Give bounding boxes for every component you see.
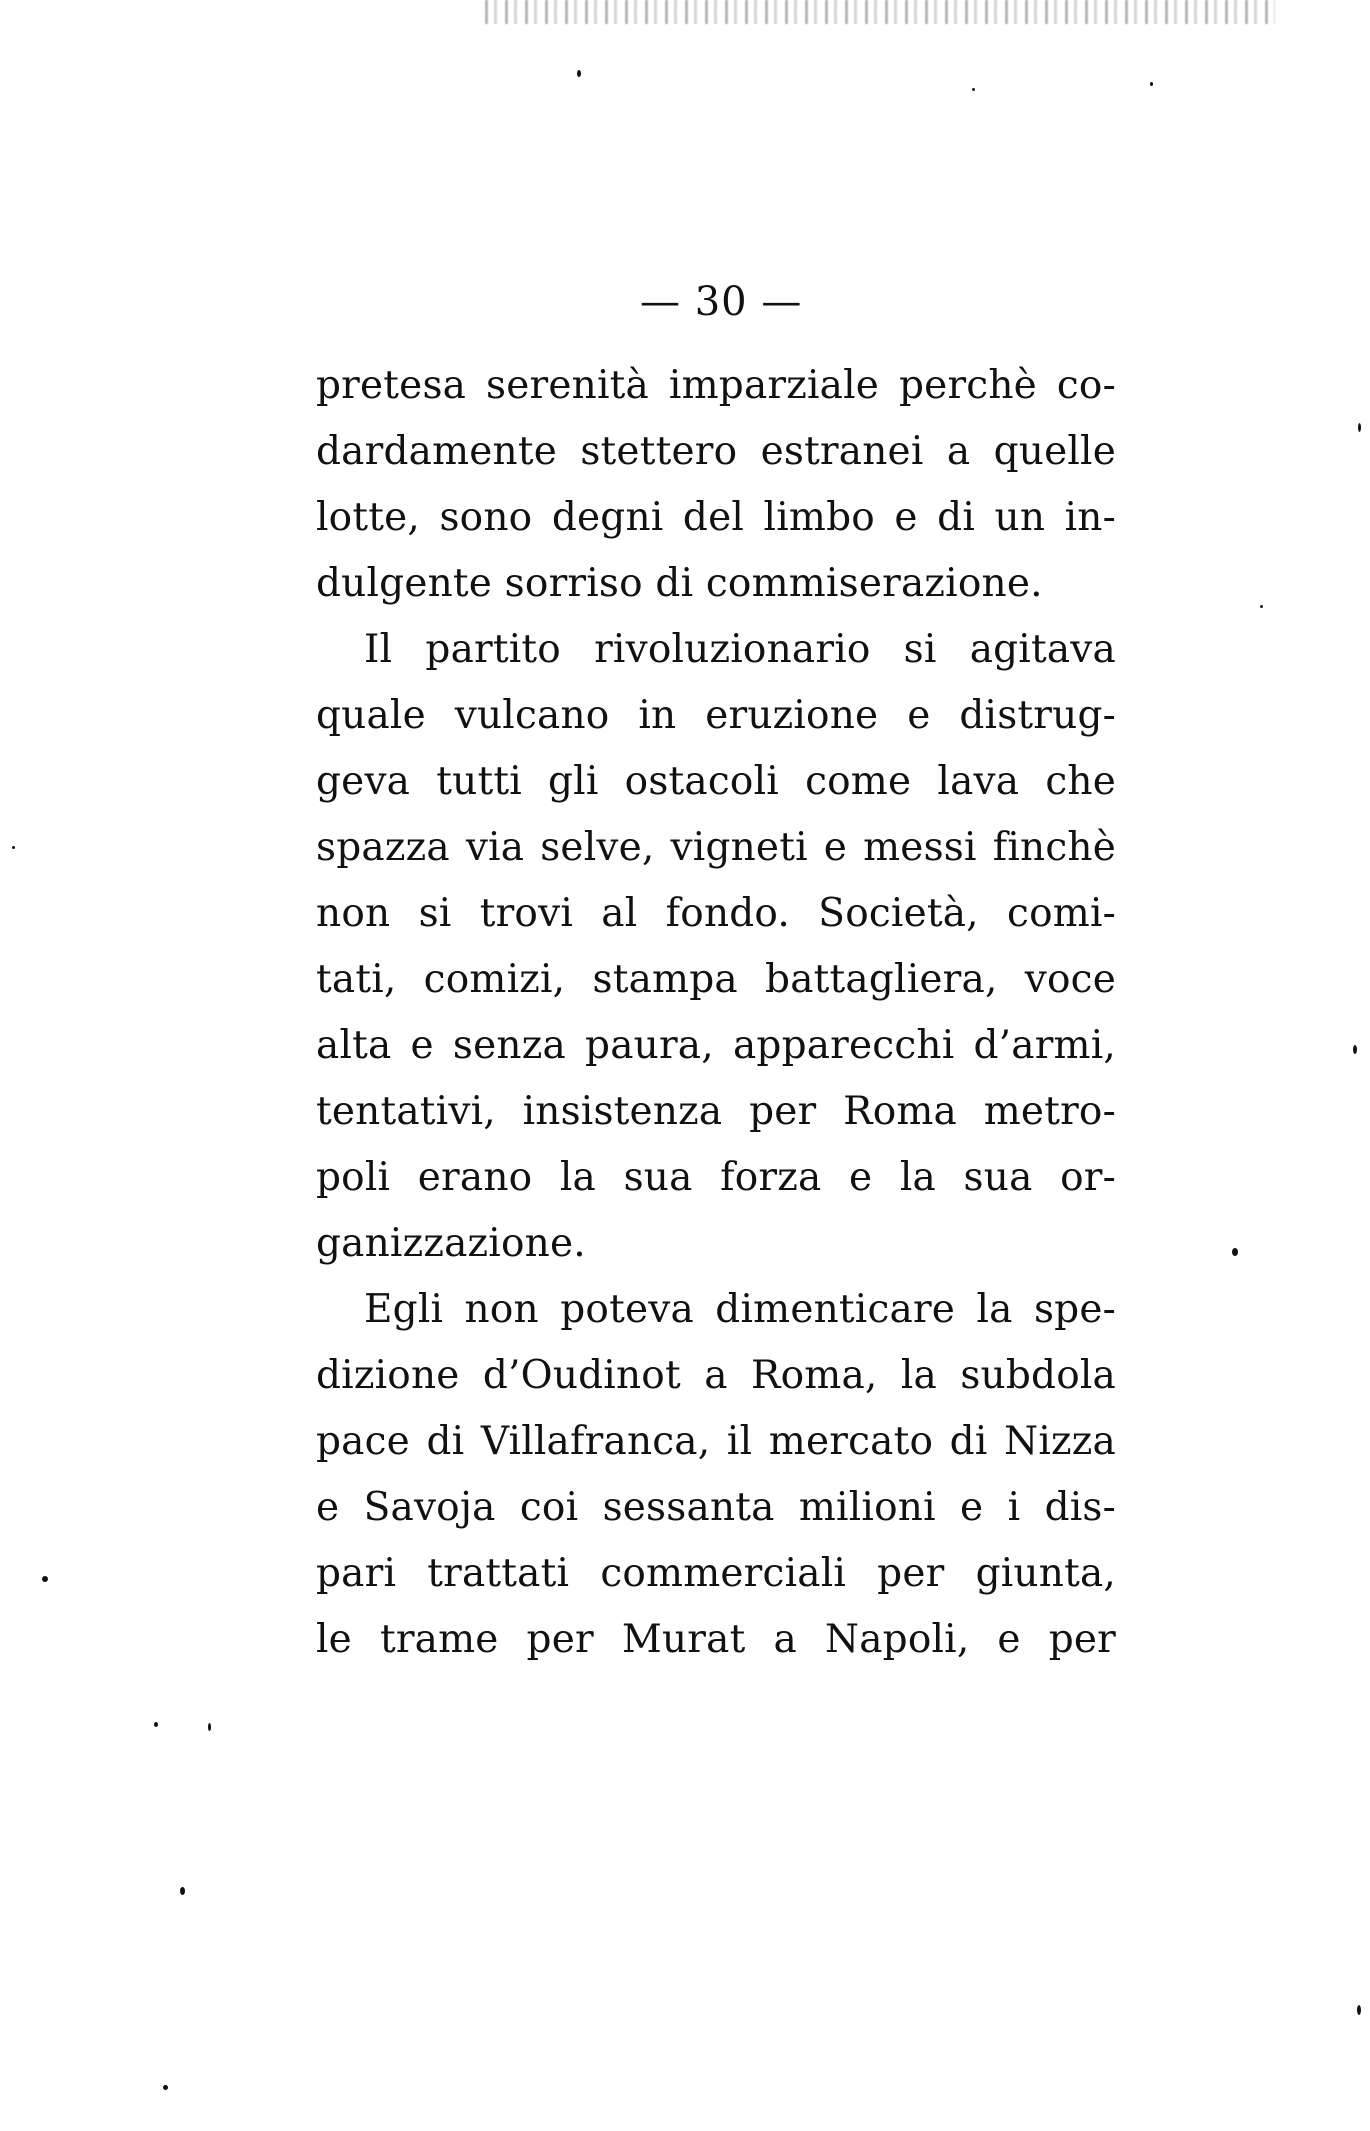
text-line: tati, comizi, stampa battagliera, voce xyxy=(316,957,1116,1002)
scan-speck xyxy=(208,1723,211,1731)
text-line: alta e senza paura, apparecchi d’armi, xyxy=(316,1023,1116,1068)
text-line: pace di Villafranca, il mercato di Nizza xyxy=(316,1419,1116,1464)
text-line: pretesa serenità imparziale perchè co- xyxy=(316,363,1116,408)
scan-speck xyxy=(163,2085,168,2090)
scan-noise-top xyxy=(485,0,1275,24)
text-line: Egli non poteva dimenticare la spe- xyxy=(364,1287,1116,1332)
body-text xyxy=(316,353,1116,1673)
text-line: lotte, sono degni del limbo e di un in- xyxy=(316,495,1116,540)
text-line: dulgente sorriso di commiserazione. xyxy=(316,561,1043,606)
scan-speck xyxy=(1357,2005,1361,2015)
scan-speck xyxy=(1358,423,1361,432)
scan-speck xyxy=(577,70,581,77)
text-line: geva tutti gli ostacoli come lava che xyxy=(316,759,1116,804)
text-line: e Savoja coi sessanta milioni e i dis- xyxy=(316,1485,1116,1530)
text-line: spazza via selve, vigneti e messi finchè xyxy=(316,825,1116,870)
text-line: tentativi, insistenza per Roma metro- xyxy=(316,1089,1116,1134)
scan-speck xyxy=(42,1576,48,1582)
scan-speck xyxy=(180,1887,185,1895)
text-line: dardamente stettero estranei a quelle xyxy=(316,429,1116,474)
page-number: — 30 — xyxy=(640,279,803,325)
scan-speck xyxy=(12,846,15,849)
scan-speck xyxy=(1353,1045,1357,1054)
scan-speck xyxy=(1232,1248,1238,1256)
scan-speck xyxy=(154,1722,158,1727)
text-line: ganizzazione. xyxy=(316,1221,586,1266)
scan-speck xyxy=(972,88,975,91)
text-line: le trame per Murat a Napoli, e per xyxy=(316,1617,1116,1662)
scan-speck xyxy=(1150,82,1153,86)
text-line: non si trovi al fondo. Società, comi- xyxy=(316,891,1116,936)
text-line: dizione d’Oudinot a Roma, la subdola xyxy=(316,1353,1116,1398)
text-line: pari trattati commerciali per giunta, xyxy=(316,1551,1116,1596)
text-line: Il partito rivoluzionario si agitava xyxy=(364,627,1116,672)
text-line: quale vulcano in eruzione e distrug- xyxy=(316,693,1116,738)
scan-speck xyxy=(1260,605,1263,608)
text-line: poli erano la sua forza e la sua or- xyxy=(316,1155,1116,1200)
